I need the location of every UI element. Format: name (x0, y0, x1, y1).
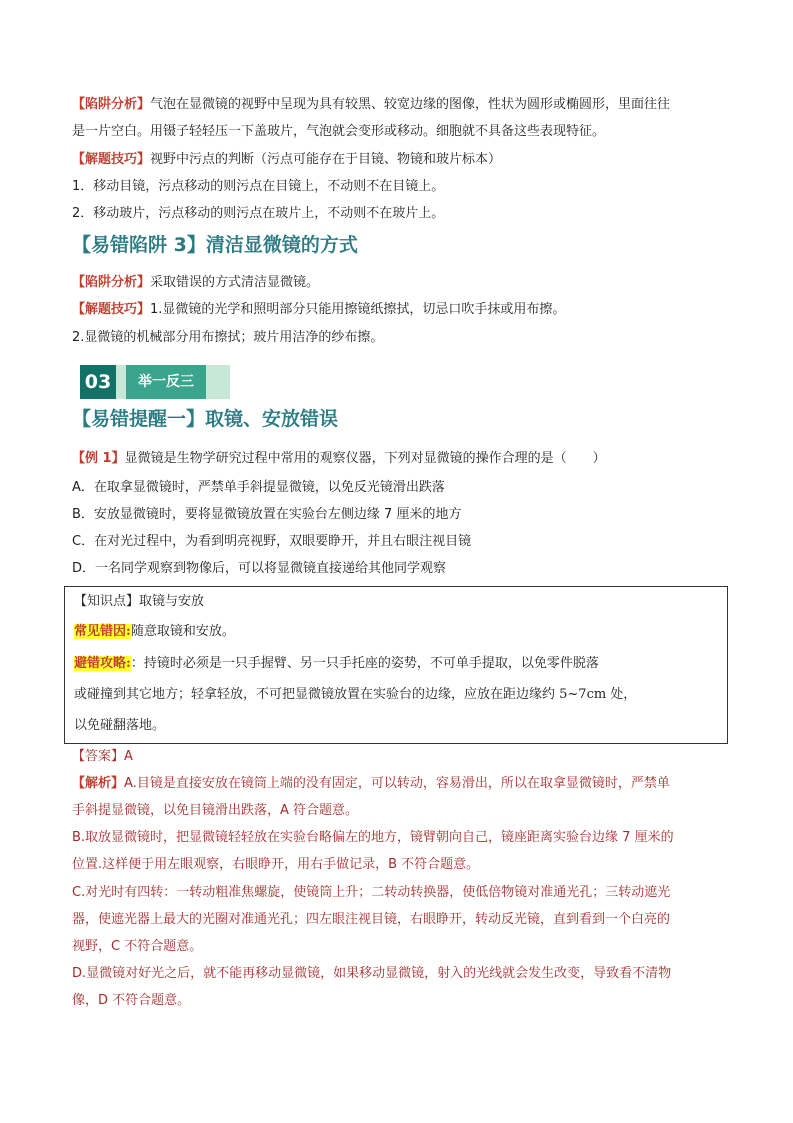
option-a: A．在取拿显微镜时，严禁单手斜提显微镜，以免反光镜滑出跌落 (72, 480, 445, 495)
knowledge-title-text: 取镜与安放 (139, 594, 205, 609)
answer-value: A (124, 749, 133, 764)
analysis-line: B.取放显微镜时，把显微镜轻轻放在实验台略偏左的地方，镜臂朝向自己，镜座距离实验台边缘 7 厘米的 (72, 830, 674, 845)
option-d: D．一名同学观察到物像后，可以将显微镜直接递给其他同学观察 (72, 561, 447, 576)
reminder-heading: 【易错提醒一】取镜、安放错误 (72, 408, 339, 430)
avoid-strategy (74, 655, 724, 672)
example-label: 【例 1】 (72, 451, 125, 466)
avoid-strategy-text: ：持镜时必须是一只手握臂、另一只手托座的姿势，不可单手提取，以免零件脱落 (130, 656, 599, 671)
analysis-label: 【解析】 (72, 776, 125, 791)
example-question-text: 显微镜是生物学研究过程中常用的观察仪器，下列对显微镜的操作合理的是（ ） (124, 451, 606, 466)
trap3-analysis-text: 采取错误的方式清洁显微镜。 (150, 275, 320, 290)
trap-analysis-continued: 是一片空白。用镊子轻轻压一下盖玻片，气泡就会变形或移动。细胞就不具备这些表现特征。 (72, 124, 606, 139)
tip-item: 1．移动目镜，污点移动的则污点在目镜上，不动则不在目镜上。 (72, 179, 445, 194)
trap-analysis-paragraph (72, 96, 732, 113)
trap-analysis-label: 【陷阱分析】 (72, 97, 151, 112)
option-b: B．安放显微镜时，要将显微镜放置在实验台左侧边缘 7 厘米的地方 (72, 507, 462, 522)
common-mistake-text: 随意取镜和安放。 (130, 624, 235, 639)
analysis-paragraph (72, 775, 732, 792)
trap3-tip-label: 【解题技巧】 (72, 302, 151, 317)
option-c: C．在对光过程中，为看到明亮视野，双眼要睁开，并且右眼注视目镜 (72, 534, 472, 549)
analysis-line: 像，D 不符合题意。 (72, 993, 191, 1008)
solution-tip-label: 【解题技巧】 (72, 152, 151, 167)
analysis-line: 器，使遮光器上最大的光圈对准通光孔；四左眼注视目镜，右眼睁开，转动反光镜，直到看到一个白亮的 (72, 912, 671, 927)
avoid-strategy-line: 以免碰翻落地。 (74, 718, 166, 733)
example-question (72, 450, 732, 467)
solution-tip-text: 视野中污点的判断（污点可能存在于目镜、物镜和玻片标本） (150, 152, 502, 167)
knowledge-label: 【知识点】 (74, 594, 140, 609)
avoid-strategy-label: 避错攻略: (74, 656, 131, 671)
answer (72, 748, 732, 765)
trap3-heading: 【易错陷阱 3】清洁显微镜的方式 (72, 234, 358, 256)
analysis-line: C.对光时有四转：一转动粗准焦螺旋，使镜筒上升；二转动转换器，使低倍物镜对准通光孔；三转动遮光 (72, 885, 671, 900)
trap-analysis-text: 气泡在显微镜的视野中呈现为具有较黑、较宽边缘的图像，性状为圆形或椭圆形，里面往往 (150, 97, 671, 112)
analysis-line: 位置.这样便于用左眼观察，右眼睁开，用右手做记录，B 不符合题意。 (72, 857, 480, 872)
trap3-analysis-label: 【陷阱分析】 (72, 275, 151, 290)
trap3-analysis-paragraph (72, 274, 732, 291)
trap3-tip-paragraph (72, 301, 732, 318)
avoid-strategy-line: 或碰撞到其它地方；轻拿轻放，不可把显微镜放置在实验台的边缘，应放在距边缘约 5~7cm 处， (74, 687, 637, 702)
answer-label: 【答案】 (72, 749, 125, 764)
common-mistake (74, 623, 724, 640)
analysis-line: D.显微镜对好光之后，就不能再移动显微镜，如果移动显微镜，射入的光线就会发生改变，导致看不清物 (72, 966, 672, 981)
common-mistake-label: 常见错因: (74, 624, 131, 639)
knowledge-title (74, 593, 724, 610)
section-label: 举一反三 (126, 365, 206, 399)
trap3-tip-text: 1.显微镜的光学和照明部分只能用擦镜纸擦拭，切忌口吹手抹或用布擦。 (150, 302, 566, 317)
tip-item: 2．移动玻片，污点移动的则污点在玻片上，不动则不在玻片上。 (72, 206, 445, 221)
analysis-line: 手斜提显微镜，以免目镜滑出跌落，A 符合题意。 (72, 803, 359, 818)
section-number: 03 (80, 365, 116, 399)
analysis-line: 视野，C 不符合题意。 (72, 939, 203, 954)
analysis-line: A.目镜是直接安放在镜筒上端的没有固定，可以转动，容易滑出，所以在取拿显微镜时，严禁单 (124, 776, 670, 791)
solution-tip-paragraph (72, 151, 732, 168)
trap3-tip-text-2: 2.显微镜的机械部分用布擦拭；玻片用洁净的纱布擦。 (72, 330, 384, 345)
